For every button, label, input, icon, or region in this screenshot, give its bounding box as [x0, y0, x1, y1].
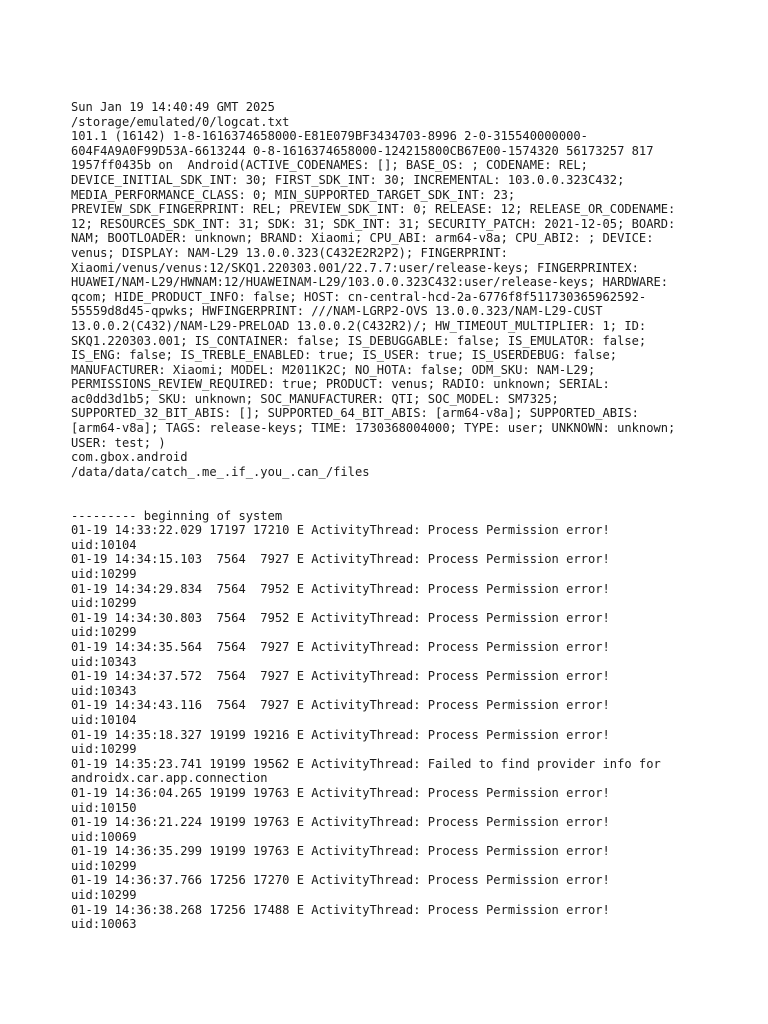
log-section — [71, 509, 711, 932]
log-entry-message: 01-19 14:36:35.299 19199 19763 E ActivityThread: Process Permission error! — [71, 844, 610, 859]
spacer — [71, 479, 711, 508]
log-entry — [71, 757, 711, 786]
log-entry-detail: uid:10299 — [71, 625, 137, 640]
package-name-line: com.gbox.android — [71, 450, 188, 465]
log-entry-message: 01-19 14:36:04.265 19199 19763 E ActivityThread: Process Permission error! — [71, 785, 610, 800]
section-marker: --------- beginning of system — [71, 508, 283, 523]
build-info-line: PREVIEW_SDK_FINGERPRINT: REL; PREVIEW_SDK_INT: 0; RELEASE: 12; RELEASE_OR_CODENAME: — [71, 202, 676, 217]
build-info-line: SKQ1.220303.001; IS_CONTAINER: false; IS_DEBUGGABLE: false; IS_EMULATOR: false; — [71, 333, 647, 348]
build-info-line: USER: test; ) — [71, 435, 166, 450]
log-entry — [71, 552, 711, 581]
file-path-line: /storage/emulated/0/logcat.txt — [71, 114, 290, 129]
build-info-line: ac0dd3d1b5; SKU: unknown; SOC_MANUFACTURER: QTI; SOC_MODEL: SM7325; — [71, 391, 559, 406]
build-info-line: venus; DISPLAY: NAM-L29 13.0.0.323(C432E2R2P2); FINGERPRINT: — [71, 245, 508, 260]
log-entry — [71, 698, 711, 727]
log-entry-detail: uid:10104 — [71, 537, 137, 552]
log-entry — [71, 815, 711, 844]
build-info-line: SUPPORTED_32_BIT_ABIS: []; SUPPORTED_64_BIT_ABIS: [arm64-v8a]; SUPPORTED_ABIS: — [71, 406, 639, 421]
build-info-line: [arm64-v8a]; TAGS: release-keys; TIME: 1730368004000; TYPE: user; UNKNOWN: unknown; — [71, 421, 676, 436]
build-info-line: PERMISSIONS_REVIEW_REQUIRED: true; PRODUCT: venus; RADIO: unknown; SERIAL: — [71, 377, 610, 392]
build-info-line: DEVICE_INITIAL_SDK_INT: 30; FIRST_SDK_INT: 30; INCREMENTAL: 103.0.0.323C432; — [71, 172, 625, 187]
log-entry — [71, 582, 711, 611]
log-entry-message: 01-19 14:34:37.572 7564 7927 E ActivityThread: Process Permission error! — [71, 669, 610, 684]
device-info-header — [71, 100, 711, 479]
timestamp-line: Sun Jan 19 14:40:49 GMT 2025 — [71, 100, 275, 114]
build-info-line: 13.0.0.2(C432)/NAM-L29-PRELOAD 13.0.0.2(C432R2)/; HW_TIMEOUT_MULTIPLIER: 1; ID: — [71, 318, 647, 333]
log-entry-message: 01-19 14:34:29.834 7564 7952 E ActivityThread: Process Permission error! — [71, 581, 610, 596]
log-entry-message: 01-19 14:36:37.766 17256 17270 E ActivityThread: Process Permission error! — [71, 873, 610, 888]
log-entry — [71, 844, 711, 873]
log-entry-detail: uid:10343 — [71, 683, 137, 698]
log-entry — [71, 640, 711, 669]
log-entry-message: 01-19 14:34:30.803 7564 7952 E ActivityThread: Process Permission error! — [71, 610, 610, 625]
build-info-line: MANUFACTURER: Xiaomi; MODEL: M2011K2C; NO_HOTA: false; ODM_SKU: NAM-L29; — [71, 362, 596, 377]
log-entry-detail: androidx.car.app.connection — [71, 771, 268, 786]
log-entry — [71, 903, 711, 932]
log-entry — [71, 786, 711, 815]
log-entry-detail: uid:10343 — [71, 654, 137, 669]
build-info-line: 1957ff0435b on Android(ACTIVE_CODENAMES: []; BASE_OS: ; CODENAME: REL; — [71, 158, 588, 173]
build-info-line: IS_ENG: false; IS_TREBLE_ENABLED: true; IS_USER: true; IS_USERDEBUG: false; — [71, 348, 618, 363]
log-entry-message: 01-19 14:33:22.029 17197 17210 E ActivityThread: Process Permission error! — [71, 523, 610, 538]
log-entry — [71, 728, 711, 757]
build-info-line: 101.1 (16142) 1-8-1616374658000-E81E079BF3434703-8996 2-0-315540000000- — [71, 129, 588, 144]
log-entry — [71, 611, 711, 640]
log-entry-detail: uid:10299 — [71, 596, 137, 611]
log-entry — [71, 523, 711, 552]
build-info-line: Xiaomi/venus/venus:12/SKQ1.220303.001/22.7.7:user/release-keys; FINGERPRINTEX: — [71, 260, 639, 275]
log-entry-message: 01-19 14:36:21.224 19199 19763 E ActivityThread: Process Permission error! — [71, 815, 610, 830]
log-entry-detail: uid:10069 — [71, 829, 137, 844]
build-info-line: NAM; BOOTLOADER: unknown; BRAND: Xiaomi; CPU_ABI: arm64-v8a; CPU_ABI2: ; DEVICE: — [71, 231, 654, 246]
log-entry-detail: uid:10299 — [71, 742, 137, 757]
log-entry-detail: uid:10299 — [71, 888, 137, 903]
log-entry — [71, 669, 711, 698]
data-path-line: /data/data/catch_.me_.if_.you_.can_/files — [71, 464, 370, 479]
log-entry-detail: uid:10104 — [71, 712, 137, 727]
log-entry-message: 01-19 14:35:18.327 19199 19216 E ActivityThread: Process Permission error! — [71, 727, 610, 742]
log-entry-message: 01-19 14:34:43.116 7564 7927 E ActivityThread: Process Permission error! — [71, 698, 610, 713]
log-entry-message: 01-19 14:34:15.103 7564 7927 E ActivityThread: Process Permission error! — [71, 552, 610, 567]
log-entry-message: 01-19 14:35:23.741 19199 19562 E ActivityThread: Failed to find provider info for — [71, 756, 661, 771]
log-entry-message: 01-19 14:36:38.268 17256 17488 E ActivityThread: Process Permission error! — [71, 902, 610, 917]
log-entry — [71, 873, 711, 902]
build-info-line: 604F4A9A0F99D53A-6613244 0-8-1616374658000-124215800CB67E00-1574320 56173257 817 — [71, 143, 654, 158]
build-info-line: MEDIA_PERFORMANCE_CLASS: 0; MIN_SUPPORTED_TARGET_SDK_INT: 23; — [71, 187, 516, 202]
build-info-line: qcom; HIDE_PRODUCT_INFO: false; HOST: cn-central-hcd-2a-6776f8f511730365962592- — [71, 289, 647, 304]
build-info-line: HUAWEI/NAM-L29/HWNAM:12/HUAWEINAM-L29/103.0.0.323C432:user/release-keys; HARDWARE: — [71, 275, 669, 290]
log-entry-detail: uid:10150 — [71, 800, 137, 815]
build-info-line: 12; RESOURCES_SDK_INT: 31; SDK: 31; SDK_INT: 31; SECURITY_PATCH: 2021-12-05; BOARD: — [71, 216, 676, 231]
log-entry-detail: uid:10299 — [71, 858, 137, 873]
logcat-document — [71, 100, 711, 932]
log-entry-detail: uid:10063 — [71, 917, 137, 932]
log-entry-message: 01-19 14:34:35.564 7564 7927 E ActivityThread: Process Permission error! — [71, 639, 610, 654]
log-entry-detail: uid:10299 — [71, 567, 137, 581]
build-info-line: 55559d8d45-qpwks; HWFINGERPRINT: ///NAM-LGRP2-OVS 13.0.0.323/NAM-L29-CUST — [71, 304, 603, 319]
